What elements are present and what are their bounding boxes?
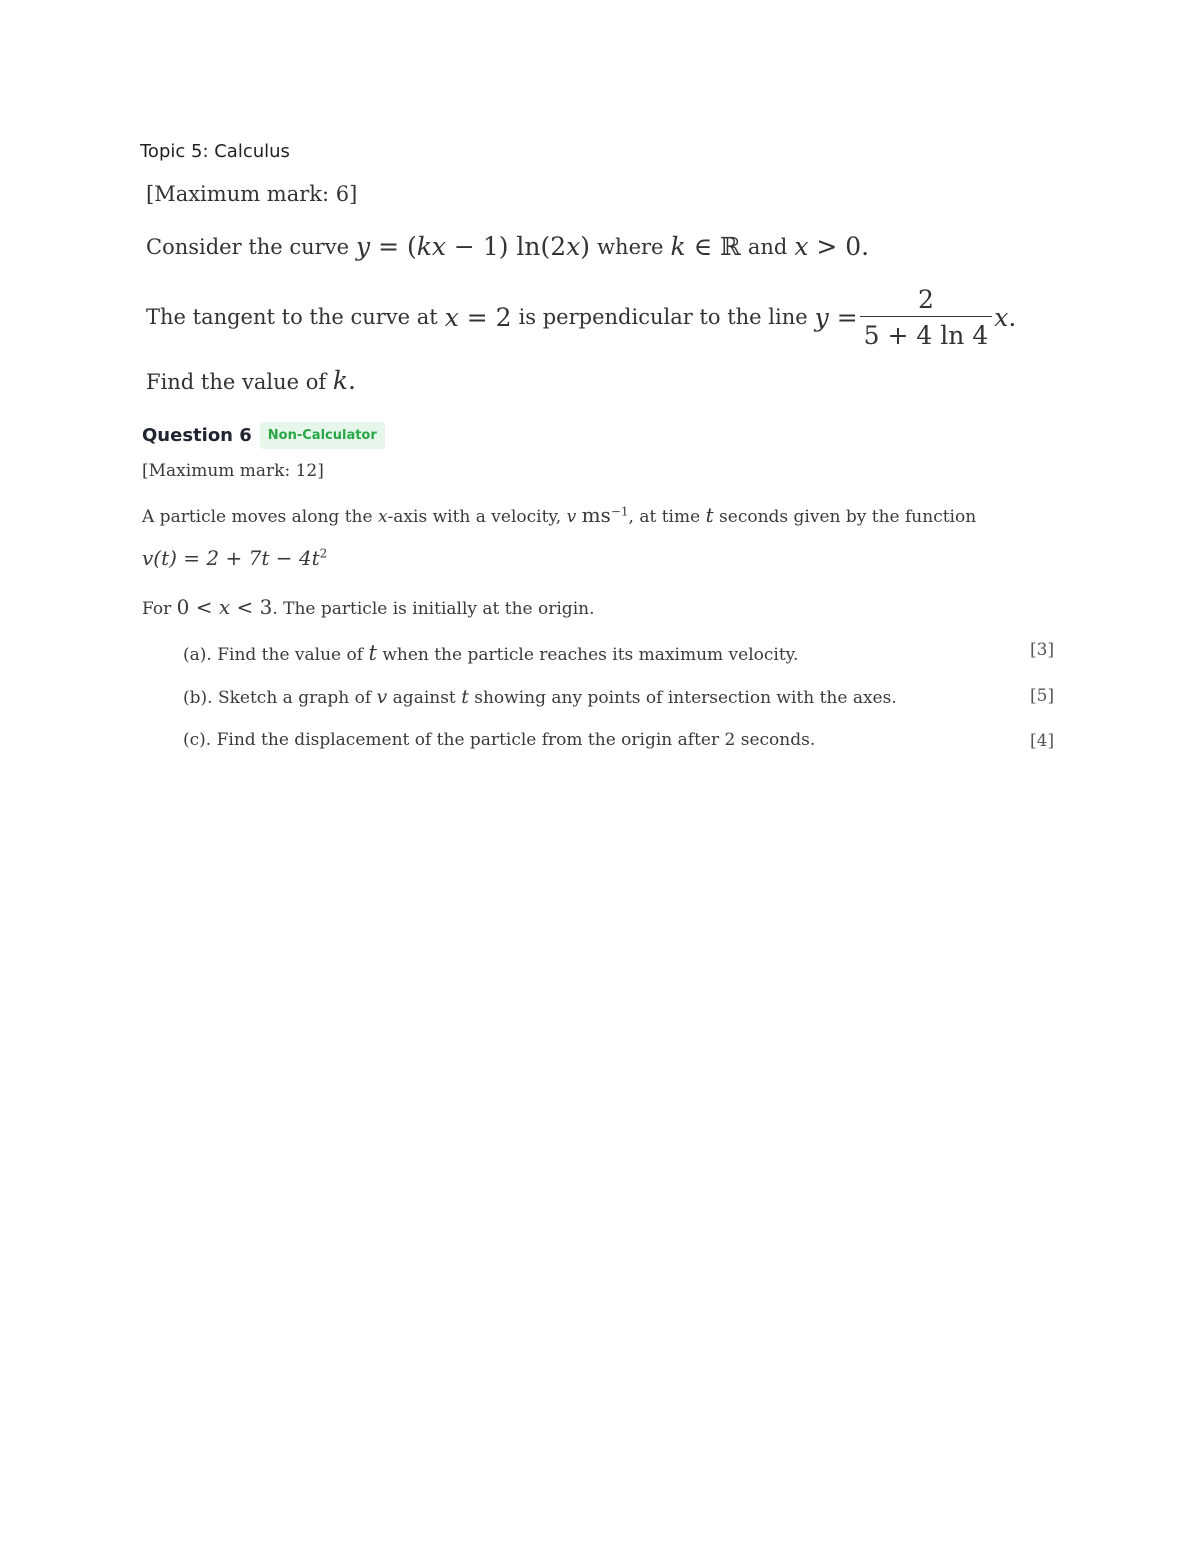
q5-consider-text: Consider the curve: [146, 234, 349, 259]
math-paren: ): [580, 232, 591, 261]
math-x-axis: x: [377, 507, 388, 527]
fraction-denominator: 5 + 4 ln 4: [860, 316, 993, 350]
part-b: [183, 686, 897, 708]
q6-domain-line: [142, 595, 594, 619]
math-x3: x: [444, 302, 459, 332]
math-v2: v: [376, 686, 388, 708]
part-a-mark: [3]: [1030, 640, 1055, 660]
q6-intro-a: A particle moves along the: [142, 507, 373, 527]
part-b-text: (b). Sketch a graph of: [183, 688, 372, 708]
math-unit: ms: [581, 503, 611, 527]
q6-title: Question 6: [142, 425, 252, 446]
non-calculator-badge: Non-Calculator: [260, 422, 385, 449]
q5-tangent-line: [146, 282, 1016, 352]
math-t: t: [705, 503, 714, 527]
q6-header: [142, 422, 385, 449]
q5-tangent-text: The tangent to the curve at: [146, 305, 438, 329]
math-eq3: =: [828, 302, 858, 332]
math-k: k: [670, 232, 686, 261]
math-period: .: [1008, 302, 1017, 332]
math-domain: 0 < x < 3: [176, 595, 273, 619]
math-x: x: [566, 232, 581, 261]
math-minus1: − 1) ln(2: [445, 232, 567, 261]
part-a-text-b: when the particle reaches its maximum velocity.: [382, 645, 799, 665]
part-b-text-c: showing any points of intersection with the axes.: [474, 688, 897, 708]
q5-find-text: Find the value of: [146, 370, 327, 394]
part-b-mark: [5]: [1030, 686, 1055, 706]
part-a: [183, 641, 798, 665]
topic-heading: Topic 5: Calculus: [140, 141, 290, 162]
math-kx: kx: [416, 232, 446, 261]
q6-intro-b: -axis with a velocity,: [387, 507, 562, 527]
q5-and-text: and: [747, 234, 788, 259]
math-unit-exp: −1: [610, 504, 629, 519]
math-y: y: [356, 232, 371, 261]
math-t2: t: [368, 641, 377, 665]
part-a-text: (a). Find the value of: [183, 645, 364, 665]
math-eq: = (: [370, 232, 417, 261]
math-x2: x: [794, 232, 809, 261]
velocity-eq-exponent: 2: [319, 546, 328, 561]
part-c-mark: [4]: [1030, 731, 1055, 751]
math-period2: .: [347, 366, 356, 395]
q5-max-mark: [Maximum mark: 6]: [146, 182, 358, 206]
q5-where-text: where: [597, 234, 664, 259]
q6-for-rest: . The particle is initially at the origin.: [272, 599, 595, 619]
fraction: [860, 285, 993, 350]
velocity-eq-text: v(t) = 2 + 7t − 4t: [142, 546, 320, 570]
math-k2: k: [332, 366, 348, 395]
q6-max-mark: [Maximum mark: 12]: [142, 461, 324, 481]
q6-intro: [142, 503, 976, 527]
math-gt0: > 0.: [808, 232, 870, 261]
q6-intro-d: seconds given by the function: [719, 507, 977, 527]
math-eq2: = 2: [458, 302, 512, 332]
q6-intro-c: , at time: [628, 507, 701, 527]
part-b-text-b: against: [392, 688, 456, 708]
q6-for-text: For: [142, 599, 172, 619]
math-in-r: ∈ ℝ: [685, 232, 741, 261]
math-x4: x: [994, 302, 1009, 332]
math-y2: y: [814, 302, 829, 332]
velocity-equation: [142, 546, 327, 570]
math-v: v: [566, 507, 577, 527]
part-c: (c). Find the displacement of the particle from the origin after 2 seconds.: [183, 730, 816, 750]
q5-perp-text: is perpendicular to the line: [518, 305, 808, 329]
q5-consider-line: [146, 232, 869, 261]
fraction-numerator: 2: [918, 284, 934, 314]
q5-find-line: [146, 366, 356, 395]
math-t3: t: [461, 686, 469, 708]
